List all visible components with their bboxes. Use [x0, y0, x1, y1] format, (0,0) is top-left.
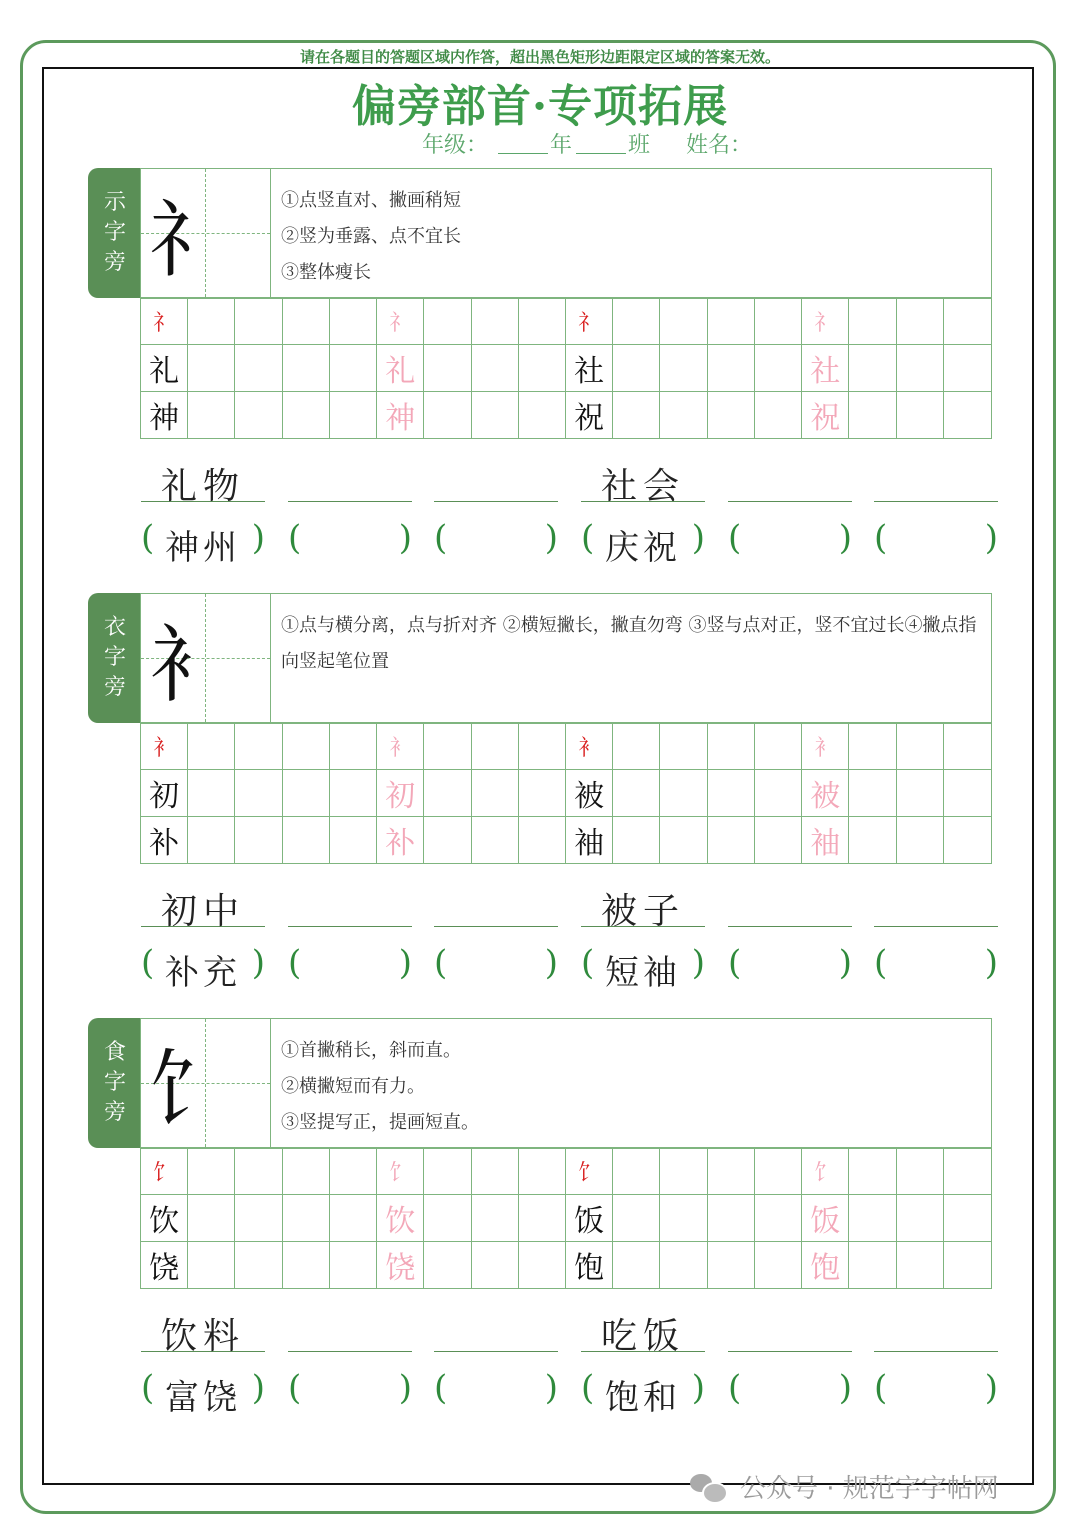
year-label: 年 — [550, 133, 573, 158]
practice-cell[interactable] — [849, 299, 896, 345]
trace-char-cell[interactable]: 神 — [377, 392, 424, 438]
tab-char: 旁 — [103, 1100, 126, 1125]
practice-grid — [140, 723, 992, 864]
close-paren: ) — [544, 518, 558, 558]
class-label: 班 — [628, 133, 651, 158]
tab-char: 旁 — [103, 250, 126, 275]
trace-radical-cell[interactable]: 礻 — [377, 299, 424, 345]
word-writing-line[interactable] — [434, 926, 558, 927]
practice-cell[interactable] — [613, 392, 660, 438]
open-paren: ( — [434, 943, 448, 983]
tip-line: ①点与横分离，点与折对齐 ②横短撇长，撇直勿弯 ③竖与点对正，竖不宜过长④撇点指向竖起笔位置 — [281, 615, 977, 672]
word-writing-line[interactable] — [288, 1351, 412, 1352]
name-label: 姓名： — [686, 133, 753, 158]
practice-cell[interactable] — [944, 299, 991, 345]
practice-cell[interactable] — [708, 817, 755, 863]
practice-cell[interactable] — [755, 1195, 802, 1241]
model-radical-cell[interactable]: 礻 — [566, 299, 613, 345]
close-paren: ) — [838, 518, 852, 558]
practice-cell[interactable] — [472, 1195, 519, 1241]
model-radical: 礻 — [148, 190, 233, 289]
practice-cell[interactable] — [519, 817, 566, 863]
practice-cell[interactable] — [849, 817, 896, 863]
model-char-cell[interactable]: 补 — [141, 817, 188, 863]
trace-char-cell[interactable]: 饱 — [802, 1242, 849, 1288]
practice-cell[interactable] — [283, 817, 330, 863]
practice-cell[interactable] — [660, 724, 707, 770]
practice-cell[interactable] — [519, 345, 566, 391]
word-writing-line[interactable] — [288, 926, 412, 927]
practice-cell[interactable] — [897, 299, 944, 345]
tip-line: ②竖为垂露、点不宜长 — [281, 226, 461, 247]
practice-cell[interactable] — [188, 345, 235, 391]
practice-cell[interactable] — [330, 1242, 377, 1288]
practice-cell[interactable] — [755, 724, 802, 770]
practice-cell[interactable] — [235, 345, 282, 391]
radical-name-tab — [88, 1018, 142, 1148]
practice-cell[interactable] — [188, 1242, 235, 1288]
model-char-cell[interactable]: 初 — [141, 770, 188, 816]
practice-cell[interactable] — [613, 724, 660, 770]
class-blank[interactable] — [576, 153, 626, 154]
example-word: 被子 — [600, 891, 685, 932]
practice-cell[interactable] — [849, 770, 896, 816]
model-radical-cell[interactable]: 礻 — [141, 299, 188, 345]
blank-paren[interactable] — [434, 1368, 558, 1412]
trace-radical-cell[interactable]: 衤 — [802, 724, 849, 770]
tab-char: 食 — [103, 1040, 126, 1065]
blank-paren[interactable] — [874, 1368, 998, 1412]
practice-cell[interactable] — [235, 299, 282, 345]
model-radical: 衤 — [148, 615, 233, 714]
open-paren: ( — [581, 943, 595, 983]
practice-cell[interactable] — [330, 724, 377, 770]
paren-word: 补充 — [165, 953, 241, 993]
example-word: 礼物 — [160, 466, 245, 507]
tip-line: ①点竖直对、撇画稍短 — [281, 190, 461, 211]
radical-header-box — [140, 168, 992, 298]
practice-cell[interactable] — [944, 345, 991, 391]
open-paren: ( — [288, 518, 302, 558]
trace-char-cell[interactable]: 被 — [802, 770, 849, 816]
practice-cell[interactable] — [849, 1195, 896, 1241]
model-char-cell[interactable]: 袖 — [566, 817, 613, 863]
tab-char: 旁 — [103, 675, 126, 700]
model-cell — [141, 594, 271, 722]
practice-cell[interactable] — [660, 1242, 707, 1288]
model-char-cell[interactable]: 社 — [566, 345, 613, 391]
practice-cell[interactable] — [330, 345, 377, 391]
page-title: 偏旁部首·专项拓展 — [351, 81, 729, 132]
open-paren: ( — [141, 1368, 155, 1408]
practice-cell[interactable] — [235, 817, 282, 863]
trace-char-cell[interactable]: 袖 — [802, 817, 849, 863]
trace-radical-cell[interactable]: 衤 — [377, 724, 424, 770]
paren-word: 庆祝 — [605, 528, 681, 568]
radical-header-box — [140, 1018, 992, 1148]
practice-cell[interactable] — [235, 392, 282, 438]
model-char-cell[interactable]: 神 — [141, 392, 188, 438]
close-paren: ) — [838, 1368, 852, 1408]
practice-cell[interactable] — [944, 1242, 991, 1288]
practice-cell[interactable] — [613, 1195, 660, 1241]
trace-char-cell[interactable]: 初 — [377, 770, 424, 816]
close-paren: ) — [691, 943, 705, 983]
practice-cell[interactable] — [613, 1242, 660, 1288]
practice-cell[interactable] — [472, 817, 519, 863]
practice-cell[interactable] — [188, 1149, 235, 1195]
trace-char-cell[interactable]: 补 — [377, 817, 424, 863]
model-char-cell[interactable]: 饮 — [141, 1195, 188, 1241]
tip-line: ③竖提写正，提画短直。 — [281, 1112, 479, 1133]
practice-cell[interactable] — [897, 1149, 944, 1195]
practice-cell[interactable] — [613, 1149, 660, 1195]
practice-cell[interactable] — [330, 392, 377, 438]
practice-grid — [140, 1148, 992, 1289]
practice-cell[interactable] — [235, 1195, 282, 1241]
practice-cell[interactable] — [660, 392, 707, 438]
example-word: 吃饭 — [600, 1316, 685, 1357]
practice-cell[interactable] — [519, 299, 566, 345]
example-word: 饮料 — [160, 1316, 245, 1357]
practice-cell[interactable] — [755, 770, 802, 816]
trace-char-cell[interactable]: 饮 — [377, 1195, 424, 1241]
tab-char: 字 — [103, 645, 126, 670]
pinyin-word-paren — [141, 518, 265, 568]
practice-cell[interactable] — [519, 724, 566, 770]
word-writing-line[interactable] — [728, 926, 852, 927]
practice-cell[interactable] — [519, 1242, 566, 1288]
word-writing-line[interactable] — [288, 501, 412, 502]
close-paren: ) — [838, 943, 852, 983]
practice-cell[interactable] — [897, 345, 944, 391]
practice-cell[interactable] — [708, 1149, 755, 1195]
close-paren: ) — [251, 943, 265, 983]
practice-cell[interactable] — [519, 1149, 566, 1195]
practice-cell[interactable] — [708, 770, 755, 816]
trace-radical-cell[interactable]: 饣 — [802, 1149, 849, 1195]
practice-cell[interactable] — [849, 1242, 896, 1288]
model-char-cell[interactable]: 饱 — [566, 1242, 613, 1288]
practice-cell[interactable] — [944, 770, 991, 816]
close-paren: ) — [251, 518, 265, 558]
practice-cell[interactable] — [944, 1195, 991, 1241]
practice-cell[interactable] — [424, 1195, 471, 1241]
practice-cell[interactable] — [283, 1149, 330, 1195]
open-paren: ( — [288, 1368, 302, 1408]
blank-paren[interactable] — [434, 943, 558, 987]
practice-cell[interactable] — [708, 1195, 755, 1241]
practice-cell[interactable] — [897, 392, 944, 438]
practice-cell[interactable] — [519, 1195, 566, 1241]
practice-cell[interactable] — [424, 817, 471, 863]
model-char-cell[interactable]: 饶 — [141, 1242, 188, 1288]
model-radical-cell[interactable]: 衤 — [141, 724, 188, 770]
trace-char-cell[interactable]: 祝 — [802, 392, 849, 438]
blank-paren[interactable] — [728, 943, 852, 987]
close-paren: ) — [398, 1368, 412, 1408]
practice-cell[interactable] — [660, 770, 707, 816]
practice-cell[interactable] — [708, 299, 755, 345]
open-paren: ( — [434, 1368, 448, 1408]
open-paren: ( — [581, 1368, 595, 1408]
word-writing-line[interactable] — [728, 501, 852, 502]
blank-paren[interactable] — [288, 518, 412, 562]
open-paren: ( — [581, 518, 595, 558]
practice-cell[interactable] — [283, 1195, 330, 1241]
tip-line: ①首撇稍长，斜而直。 — [281, 1040, 461, 1061]
practice-cell[interactable] — [283, 299, 330, 345]
tab-char: 示 — [103, 190, 126, 215]
pinyin-word-paren — [581, 1368, 705, 1418]
practice-cell[interactable] — [283, 345, 330, 391]
paren-word: 饱和 — [605, 1378, 681, 1418]
practice-cell[interactable] — [944, 724, 991, 770]
practice-cell[interactable] — [519, 392, 566, 438]
practice-cell[interactable] — [660, 345, 707, 391]
close-paren: ) — [984, 518, 998, 558]
writing-tips — [281, 608, 981, 680]
practice-cell[interactable] — [660, 1195, 707, 1241]
trace-radical-cell[interactable]: 礻 — [802, 299, 849, 345]
trace-char-cell[interactable]: 社 — [802, 345, 849, 391]
close-paren: ) — [251, 1368, 265, 1408]
open-paren: ( — [874, 518, 888, 558]
tab-char: 字 — [103, 220, 126, 245]
writing-tips — [281, 1033, 981, 1141]
practice-cell[interactable] — [755, 1242, 802, 1288]
grade-label: 年级： — [422, 133, 489, 158]
footer-text: 公众号 · 规范字字帖网 — [740, 1474, 999, 1504]
practice-cell[interactable] — [944, 392, 991, 438]
tip-line: ②横撇短而有力。 — [281, 1076, 425, 1097]
practice-cell[interactable] — [897, 1195, 944, 1241]
model-char-cell[interactable]: 祝 — [566, 392, 613, 438]
close-paren: ) — [984, 1368, 998, 1408]
close-paren: ) — [544, 943, 558, 983]
pinyin-word-paren — [141, 943, 265, 993]
radical-name-tab — [88, 593, 142, 723]
close-paren: ) — [544, 1368, 558, 1408]
word-writing-line[interactable] — [434, 501, 558, 502]
example-word: 初中 — [160, 891, 245, 932]
practice-cell[interactable] — [897, 817, 944, 863]
practice-cell[interactable] — [897, 724, 944, 770]
practice-cell[interactable] — [283, 1242, 330, 1288]
practice-cell[interactable] — [330, 770, 377, 816]
practice-cell[interactable] — [613, 770, 660, 816]
practice-cell[interactable] — [472, 770, 519, 816]
practice-cell[interactable] — [472, 392, 519, 438]
open-paren: ( — [874, 1368, 888, 1408]
open-paren: ( — [434, 518, 448, 558]
practice-cell[interactable] — [708, 345, 755, 391]
pinyin-word-paren — [141, 1368, 265, 1418]
word-writing-line[interactable] — [434, 1351, 558, 1352]
word-writing-line[interactable] — [728, 1351, 852, 1352]
close-paren: ) — [691, 1368, 705, 1408]
model-char-cell[interactable]: 礼 — [141, 345, 188, 391]
practice-cell[interactable] — [849, 392, 896, 438]
close-paren: ) — [984, 943, 998, 983]
practice-cell[interactable] — [660, 1149, 707, 1195]
blank-paren[interactable] — [874, 943, 998, 987]
open-paren: ( — [141, 518, 155, 558]
trace-char-cell[interactable]: 礼 — [377, 345, 424, 391]
practice-cell[interactable] — [424, 345, 471, 391]
open-paren: ( — [288, 943, 302, 983]
practice-cell[interactable] — [519, 770, 566, 816]
practice-cell[interactable] — [660, 299, 707, 345]
model-char-cell[interactable]: 被 — [566, 770, 613, 816]
practice-cell[interactable] — [188, 392, 235, 438]
tip-line: ③整体瘦长 — [281, 262, 371, 283]
writing-tips — [281, 183, 981, 291]
practice-cell[interactable] — [708, 392, 755, 438]
paren-word: 神州 — [165, 528, 241, 568]
trace-char-cell[interactable]: 饶 — [377, 1242, 424, 1288]
blank-paren[interactable] — [288, 1368, 412, 1412]
close-paren: ) — [398, 518, 412, 558]
practice-cell[interactable] — [188, 1195, 235, 1241]
practice-cell[interactable] — [613, 817, 660, 863]
paren-word: 富饶 — [165, 1378, 241, 1418]
pinyin-word-paren — [581, 943, 705, 993]
answer-notice: 请在各题目的答题区域内作答，超出黑色矩形边距限定区域的答案无效。 — [299, 48, 780, 66]
blank-paren[interactable] — [728, 518, 852, 562]
blank-paren[interactable] — [728, 1368, 852, 1412]
practice-cell[interactable] — [613, 345, 660, 391]
open-paren: ( — [728, 518, 742, 558]
practice-cell[interactable] — [188, 817, 235, 863]
practice-cell[interactable] — [235, 1242, 282, 1288]
blank-paren[interactable] — [288, 943, 412, 987]
practice-cell[interactable] — [188, 299, 235, 345]
practice-cell[interactable] — [472, 1242, 519, 1288]
practice-cell[interactable] — [849, 724, 896, 770]
practice-cell[interactable] — [330, 1149, 377, 1195]
practice-cell[interactable] — [897, 770, 944, 816]
practice-cell[interactable] — [330, 1195, 377, 1241]
practice-cell[interactable] — [330, 817, 377, 863]
practice-cell[interactable] — [708, 1242, 755, 1288]
close-paren: ) — [691, 518, 705, 558]
trace-char-cell[interactable]: 饭 — [802, 1195, 849, 1241]
practice-cell[interactable] — [424, 1242, 471, 1288]
model-radical-cell[interactable]: 衤 — [566, 724, 613, 770]
practice-cell[interactable] — [235, 770, 282, 816]
practice-cell[interactable] — [283, 724, 330, 770]
open-paren: ( — [728, 943, 742, 983]
wechat-icon — [690, 1472, 726, 1502]
practice-cell[interactable] — [424, 392, 471, 438]
practice-cell[interactable] — [897, 1242, 944, 1288]
practice-cell[interactable] — [424, 724, 471, 770]
practice-cell[interactable] — [330, 299, 377, 345]
tab-char: 字 — [103, 1070, 126, 1095]
paren-word: 短袖 — [605, 953, 681, 993]
practice-cell[interactable] — [708, 724, 755, 770]
grade-blank[interactable] — [498, 153, 548, 154]
footer-watermark — [690, 1468, 999, 1505]
practice-cell[interactable] — [283, 392, 330, 438]
open-paren: ( — [141, 943, 155, 983]
trace-radical-cell[interactable]: 饣 — [377, 1149, 424, 1195]
practice-cell[interactable] — [472, 1149, 519, 1195]
tab-char: 衣 — [103, 615, 126, 640]
practice-grid — [140, 298, 992, 439]
model-radical: 饣 — [148, 1040, 233, 1139]
model-char-cell[interactable]: 饭 — [566, 1195, 613, 1241]
model-cell — [141, 1019, 271, 1147]
practice-cell[interactable] — [424, 770, 471, 816]
practice-cell[interactable] — [472, 724, 519, 770]
practice-cell[interactable] — [849, 1149, 896, 1195]
blank-paren[interactable] — [874, 518, 998, 562]
model-radical-cell[interactable]: 饣 — [141, 1149, 188, 1195]
model-cell — [141, 169, 271, 297]
practice-cell[interactable] — [944, 1149, 991, 1195]
practice-cell[interactable] — [424, 1149, 471, 1195]
practice-cell[interactable] — [188, 770, 235, 816]
practice-cell[interactable] — [235, 1149, 282, 1195]
word-writing-line[interactable] — [874, 501, 998, 502]
practice-cell[interactable] — [424, 299, 471, 345]
example-word: 社会 — [600, 466, 685, 507]
practice-cell[interactable] — [613, 299, 660, 345]
word-writing-line[interactable] — [874, 926, 998, 927]
practice-cell[interactable] — [283, 770, 330, 816]
model-radical-cell[interactable]: 饣 — [566, 1149, 613, 1195]
close-paren: ) — [398, 943, 412, 983]
practice-cell[interactable] — [755, 345, 802, 391]
practice-cell[interactable] — [849, 345, 896, 391]
practice-cell[interactable] — [755, 299, 802, 345]
radical-header-box — [140, 593, 992, 723]
blank-paren[interactable] — [434, 518, 558, 562]
practice-cell[interactable] — [755, 392, 802, 438]
radical-name-tab — [88, 168, 142, 298]
practice-cell[interactable] — [944, 817, 991, 863]
practice-cell[interactable] — [235, 724, 282, 770]
open-paren: ( — [728, 1368, 742, 1408]
practice-cell[interactable] — [755, 1149, 802, 1195]
practice-cell[interactable] — [472, 345, 519, 391]
practice-cell[interactable] — [188, 724, 235, 770]
word-writing-line[interactable] — [874, 1351, 998, 1352]
practice-cell[interactable] — [755, 817, 802, 863]
practice-cell[interactable] — [472, 299, 519, 345]
practice-cell[interactable] — [660, 817, 707, 863]
open-paren: ( — [874, 943, 888, 983]
pinyin-word-paren — [581, 518, 705, 568]
